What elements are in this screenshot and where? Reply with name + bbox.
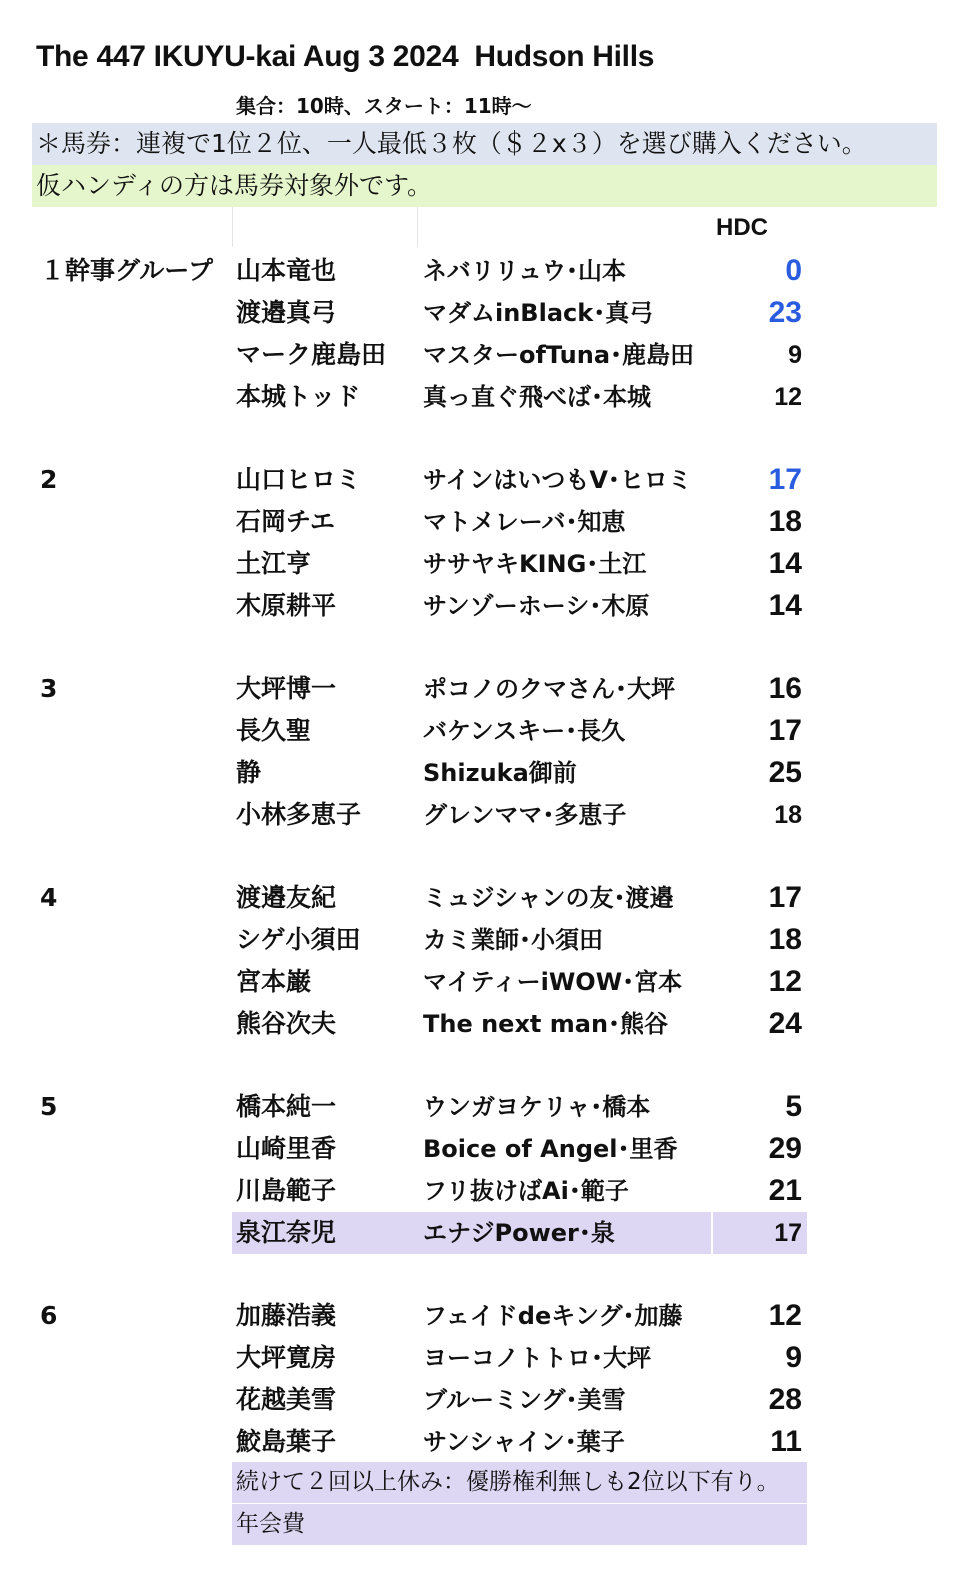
handicap-value: 16: [768, 672, 802, 705]
horse-name: フェイドdeキング･加藤: [423, 1302, 683, 1330]
horse-name: The next man･熊谷: [423, 1010, 669, 1038]
handicap-value: 12: [768, 965, 802, 998]
horse-name: ウンガヨケリャ･橋本: [423, 1093, 651, 1121]
horse-name: ブルーミング･美雪: [423, 1386, 626, 1414]
handicap-value: 17: [768, 463, 802, 496]
player-row: [0, 1003, 972, 1045]
player-name: 静: [236, 758, 262, 787]
horse-name: カミ業師･小須田: [423, 926, 603, 954]
player-name: 渡邉真弓: [236, 298, 337, 327]
player-row: [0, 710, 972, 752]
player-row: [0, 961, 972, 1003]
horse-name: サンシャイン･葉子: [423, 1428, 625, 1456]
hdc-column-header: HDC: [716, 214, 768, 241]
betting-notice: ＊馬券：連複で1位２位、一人最低３枚（＄２x３）を選び購入ください。: [32, 123, 937, 165]
player-name: 山崎里香: [236, 1134, 337, 1163]
player-row: [0, 794, 972, 836]
handicap-notice: 仮ハンディの方は馬券対象外です。: [32, 165, 937, 207]
player-row: [0, 1379, 972, 1421]
player-name: 大坪寛房: [236, 1343, 337, 1372]
horse-name: ヨーコノトトロ･大坪: [423, 1344, 651, 1372]
player-name: 長久聖: [236, 716, 312, 745]
handicap-value: 14: [768, 547, 802, 580]
handicap-value: 28: [768, 1383, 802, 1416]
handicap-value: 29: [768, 1132, 802, 1165]
group-label: １幹事グループ: [40, 256, 214, 285]
horse-name: Boice of Angel･里香: [423, 1135, 678, 1163]
horse-name: ネバリリュウ･山本: [423, 257, 627, 285]
horse-name: サインはいつもV･ヒロミ: [423, 466, 692, 494]
row-highlight-separator: [711, 1212, 713, 1254]
player-row: [0, 250, 972, 292]
horse-name: バケンスキー･長久: [423, 717, 626, 745]
horse-name: グレンママ･多恵子: [423, 801, 627, 829]
player-row: [0, 1212, 972, 1254]
player-name: 鮫島葉子: [236, 1427, 337, 1456]
player-name: 川島範子: [236, 1176, 337, 1205]
player-name: 山本竜也: [236, 256, 337, 285]
handicap-value: 12: [774, 383, 802, 411]
player-row: [0, 1421, 972, 1463]
handicap-value: 17: [768, 881, 802, 914]
player-row: [0, 459, 972, 501]
horse-name: マダムinBlack･真弓: [423, 299, 654, 327]
player-name: 大坪博一: [236, 674, 337, 703]
handicap-value: 25: [768, 756, 802, 789]
group-label: 5: [40, 1092, 58, 1121]
handicap-value: 23: [768, 296, 802, 329]
player-row: [0, 334, 972, 376]
horse-name: ポコノのクマさん･大坪: [423, 675, 675, 703]
meeting-time: 集合：10時、スタート：11時〜: [236, 94, 532, 118]
player-row: [0, 376, 972, 418]
group-label: 4: [40, 883, 58, 912]
horse-name: マイティーiWOW･宮本: [423, 968, 683, 996]
footer-note-annual-fee: 年会費: [232, 1504, 807, 1545]
player-name: 宮本巌: [236, 967, 312, 996]
handicap-value: 14: [768, 589, 802, 622]
player-name: 渡邉友紀: [236, 883, 337, 912]
handicap-value: 17: [768, 714, 802, 747]
player-row: [0, 543, 972, 585]
group-label: 3: [40, 674, 58, 703]
handicap-value: 18: [768, 923, 802, 956]
horse-name: Shizuka御前: [423, 759, 577, 787]
player-name: 加藤浩義: [236, 1301, 337, 1330]
horse-name: エナジPower･泉: [423, 1219, 615, 1247]
group-label: 6: [40, 1301, 58, 1330]
player-row: [0, 919, 972, 961]
horse-name: フリ抜けばAi･範子: [423, 1177, 629, 1205]
horse-name: ササヤキKING･土江: [423, 550, 647, 578]
handicap-value: 24: [768, 1007, 802, 1040]
handicap-value: 17: [774, 1219, 802, 1247]
player-name: 泉江奈児: [236, 1218, 337, 1247]
player-row: [0, 585, 972, 627]
player-name: 花越美雪: [236, 1385, 337, 1414]
player-row: [0, 1337, 972, 1379]
player-row: [0, 292, 972, 334]
player-name: 熊谷次夫: [236, 1009, 337, 1038]
horse-name: ミュジシャンの友･渡邉: [423, 884, 674, 912]
player-name: 山口ヒロミ: [236, 465, 362, 494]
event-title: The 447 IKUYU-kai Aug 3 2024 Hudson Hills: [36, 40, 655, 73]
player-name: 小林多恵子: [236, 800, 362, 829]
handicap-value: 9: [785, 1341, 802, 1374]
player-name: 石岡チエ: [236, 507, 336, 536]
horse-name: マスターofTuna･鹿島田: [423, 341, 695, 369]
player-row: [0, 1086, 972, 1128]
player-row: [0, 1295, 972, 1337]
footer-note-absence: 続けて２回以上休み：優勝権利無しも2位以下有り。: [232, 1462, 807, 1503]
handicap-value: 11: [770, 1425, 802, 1458]
horse-name: サンゾーホーシ･木原: [423, 592, 650, 620]
player-name: 土江亨: [236, 549, 312, 578]
player-name: シゲ小須田: [236, 925, 361, 954]
horse-name: マトメレーバ･知恵: [423, 508, 626, 536]
handicap-value: 21: [768, 1174, 802, 1207]
player-row: [0, 668, 972, 710]
player-row: [0, 501, 972, 543]
player-row: [0, 752, 972, 794]
player-row: [0, 1170, 972, 1212]
player-name: 木原耕平: [236, 591, 337, 620]
handicap-value: 9: [788, 341, 802, 369]
player-name: マーク鹿島田: [236, 340, 387, 369]
player-row: [0, 877, 972, 919]
player-row: [0, 1128, 972, 1170]
player-name: 本城トッド: [236, 382, 361, 411]
handicap-value: 5: [785, 1090, 802, 1123]
player-name: 橋本純一: [236, 1092, 337, 1121]
handicap-value: 0: [785, 254, 802, 287]
handicap-value: 18: [768, 505, 802, 538]
horse-name: 真っ直ぐ飛べば･本城: [423, 383, 651, 411]
group-label: 2: [40, 465, 58, 494]
handicap-value: 18: [774, 801, 802, 829]
handicap-value: 12: [768, 1299, 802, 1332]
